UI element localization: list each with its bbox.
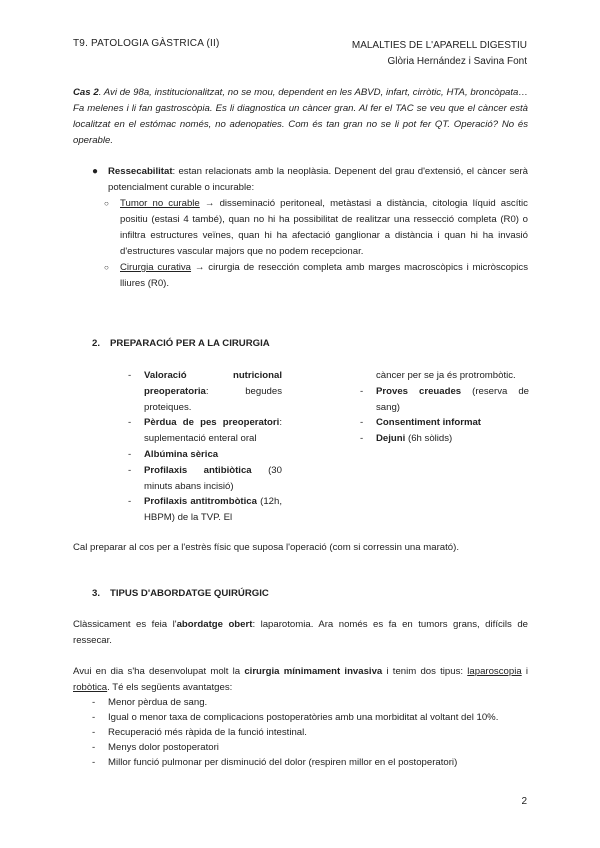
resecability-section [92, 164, 528, 292]
preparation-summary: Cal preparar al cos per a l'estrès físic que suposa l'operació (com si corressin una marató). [73, 542, 459, 553]
header-course-info [352, 38, 527, 70]
open-approach-paragraph: Clàssicament es feia l'abordatge obert: laparotomia. Ara només es fa en tumors grans, difícils de ressecar. [73, 619, 528, 646]
list-item: - Menor pèrdua de sang. [92, 697, 208, 708]
section-3-heading [92, 588, 269, 599]
section-2-heading [92, 338, 270, 349]
header-chapter-title: T9. PATOLOGIA GÀSTRICA (II) [73, 38, 220, 49]
sub-bullet-curative [92, 260, 528, 292]
section-2-title: PREPARACIÓ PER A LA CIRURGIA [110, 338, 270, 349]
incurable-text: → disseminació peritoneal, metàstasi a distància, citologia líquid ascític positiu (estasi 4 també), quan no hi ha possibilitat de realitzar una ressecció completa (R0) o infiltra estructures veïnes, quan hi ha afectació ganglionar a distància i quan hi ha invasió d'estructures vascular majors que no podem recepcionar. [120, 198, 528, 257]
section-3-title: TIPUS D'ABORDATGE QUIRÚRGIC [110, 588, 269, 599]
page-number: 2 [521, 796, 527, 807]
curative-text: → cirurgia de resección completa amb marges macroscòpics i micròscopics lliures (R0). [120, 262, 528, 289]
case-text: . Avi de 98a, institucionalitzat, no se mou, dependent en les ABVD, infart, cirròtic, HTA, broncòpata… Fa melenes i li fan gastroscòpia. Es li diagnostica un càncer gran. Al fer el TAC se veu que el càncer està localitzat en el estómac només, no adenopaties. Com és tan gran no se li pot fer QT. Operació? No és operable. [73, 87, 528, 146]
list-item: - Recuperació més ràpida de la funció intestinal. [92, 727, 307, 738]
circle-bullet-icon: ○ [104, 263, 109, 272]
resecability-bullet [92, 164, 528, 196]
list-item: - Igual o menor taxa de complicacions postoperatòries amb una morbiditat al voltant del 10%. [92, 712, 499, 723]
list-item: - Menys dolor postoperatori [92, 742, 219, 753]
resecability-term: Ressecabilitat [108, 166, 173, 177]
clinical-case-paragraph [73, 85, 528, 149]
case-label: Cas 2 [73, 87, 99, 98]
header-subject: MALALTIES DE L'APARELL DIGESTIU [351, 40, 527, 51]
list-item: - Dejuni (6h sòlids) [360, 433, 453, 445]
incurable-term: Tumor no curable [120, 198, 200, 209]
circle-bullet-icon: ○ [104, 199, 109, 208]
preparation-right-column [360, 368, 529, 447]
minimally-invasive-paragraph: Avui en dia s'ha desenvolupat molt la cirurgia mínimament invasiva i tenim dos tipus: laparoscopia i robòtica. Té els següents avantatges: [73, 666, 528, 693]
list-item: - Consentiment informat [360, 417, 482, 429]
header-authors: Glòria Hernández i Savina Font [387, 56, 527, 67]
list-item: - Millor funció pulmonar per disminució del dolor (respiren millor en el postoperatori) [92, 757, 458, 768]
list-item: - Profilaxis antibiòtica (30 minuts abans incisió) [128, 464, 282, 492]
section-3-number: 3. [92, 588, 101, 599]
section-2-number: 2. [92, 338, 101, 349]
preparation-left-column [128, 368, 282, 526]
bullet-dot-icon: ● [92, 166, 99, 177]
list-item: - Profilaxis antitrombòtica (12h, HBPM) de la TVP. El [128, 496, 282, 524]
list-item: - Pèrdua de pes preoperatori: suplementació enteral oral [128, 417, 282, 445]
advantages-list [92, 695, 528, 770]
curative-term: Cirurgia curativa [120, 262, 192, 273]
sub-bullet-incurable [92, 196, 528, 260]
list-item: - Valoració nutricional preoperatoria: begudes proteiques. [128, 370, 282, 413]
list-item-continuation: càncer per se ja és protrombòtic. [376, 370, 516, 381]
resecability-text: : estan relacionats amb la neoplàsia. Depenent del grau d'extensió, el càncer serà potencialment curable o incurable: [108, 166, 528, 193]
list-item: - Albúmina sèrica [128, 448, 219, 460]
list-item: - Proves creuades (reserva de sang) [360, 385, 530, 413]
